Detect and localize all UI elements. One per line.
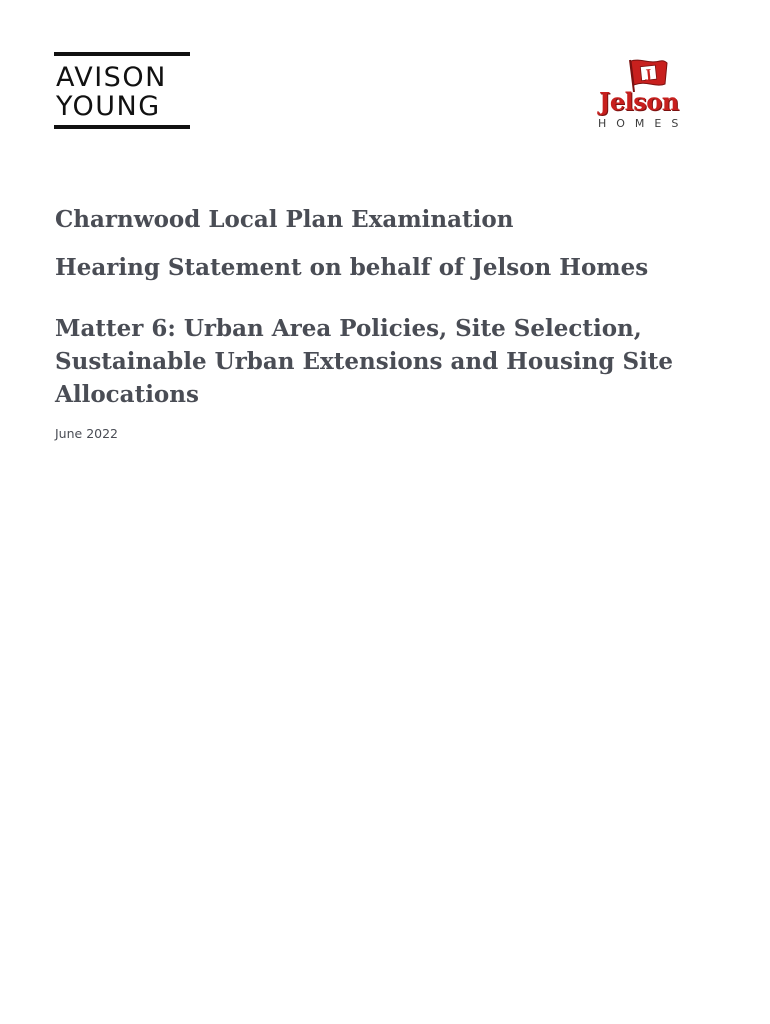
flag-letter: J xyxy=(645,66,653,82)
avison-young-wordmark xyxy=(54,56,190,125)
logo-line-young: YOUNG xyxy=(56,91,161,122)
jelson-homes-subtitle: HOMES xyxy=(598,117,689,130)
jelson-homes-logo xyxy=(592,58,707,136)
avison-young-logo xyxy=(54,52,190,129)
document-title: Charnwood Local Plan Examination xyxy=(55,206,514,233)
jelson-wordmark: Jelson xyxy=(599,87,679,116)
document-subtitle: Hearing Statement on behalf of Jelson Homes xyxy=(55,254,649,281)
title-block xyxy=(55,200,745,441)
logo-bottom-rule xyxy=(54,125,190,129)
matter-heading: Matter 6: Urban Area Policies, Site Selection, Sustainable Urban Extensions and Housing Site Allocations xyxy=(55,315,674,408)
logo-line-avison: AVISON xyxy=(56,62,167,93)
document-date: June 2022 xyxy=(55,426,119,441)
